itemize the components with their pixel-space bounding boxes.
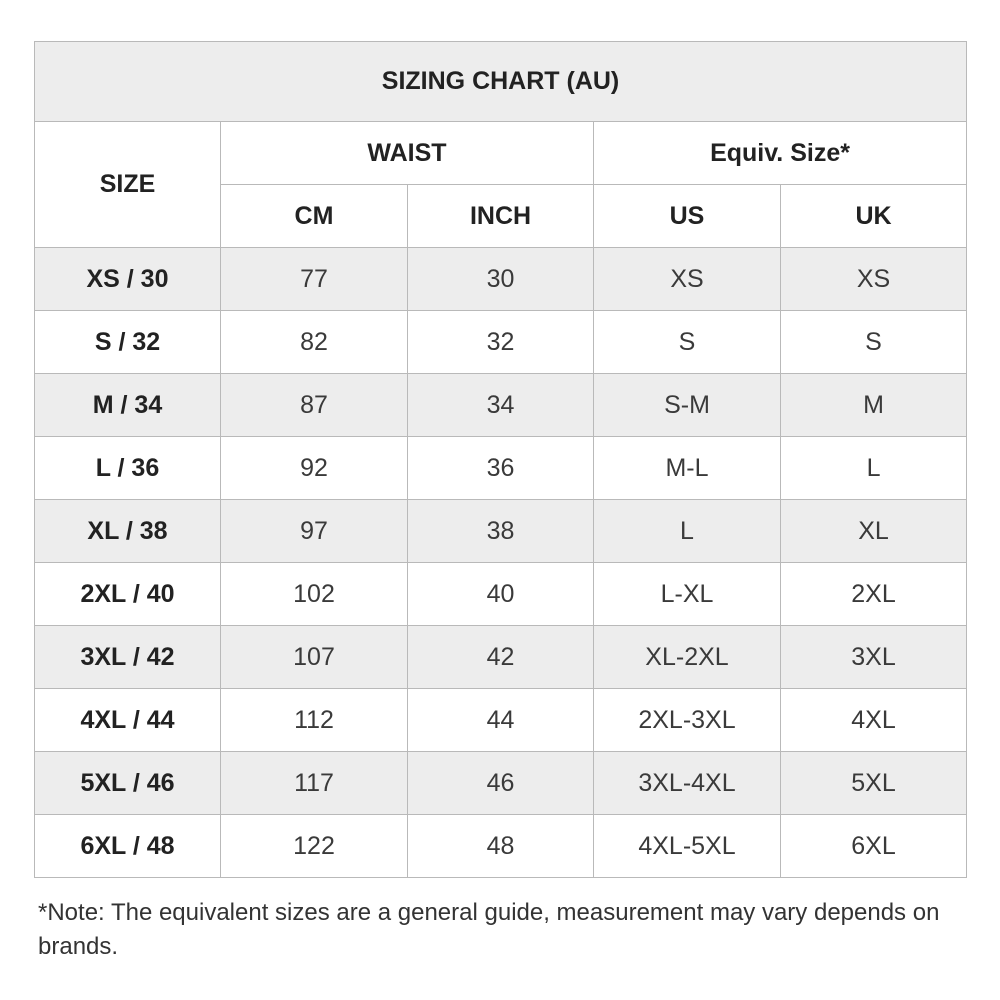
size-cell: M / 34 bbox=[35, 374, 221, 437]
sizing-table bbox=[34, 41, 967, 878]
size-cell: L / 36 bbox=[35, 437, 221, 500]
header-equiv-size: Equiv. Size* bbox=[594, 122, 967, 185]
size-cell: XS / 30 bbox=[35, 248, 221, 311]
inch-cell: 36 bbox=[408, 437, 594, 500]
table-row bbox=[35, 374, 967, 437]
header-size: SIZE bbox=[35, 122, 221, 248]
table-row bbox=[35, 437, 967, 500]
cm-cell: 87 bbox=[221, 374, 408, 437]
table-row bbox=[35, 311, 967, 374]
cm-cell: 77 bbox=[221, 248, 408, 311]
us-cell: 3XL-4XL bbox=[594, 752, 781, 815]
us-cell: 4XL-5XL bbox=[594, 815, 781, 878]
us-cell: M-L bbox=[594, 437, 781, 500]
cm-cell: 112 bbox=[221, 689, 408, 752]
table-row bbox=[35, 689, 967, 752]
uk-cell: 2XL bbox=[781, 563, 967, 626]
inch-cell: 38 bbox=[408, 500, 594, 563]
size-cell: 2XL / 40 bbox=[35, 563, 221, 626]
cm-cell: 97 bbox=[221, 500, 408, 563]
us-cell: XS bbox=[594, 248, 781, 311]
uk-cell: XL bbox=[781, 500, 967, 563]
uk-cell: 3XL bbox=[781, 626, 967, 689]
table-title: SIZING CHART (AU) bbox=[35, 42, 967, 122]
table-row bbox=[35, 815, 967, 878]
table-row bbox=[35, 752, 967, 815]
header-us: US bbox=[594, 185, 781, 248]
header-cm: CM bbox=[221, 185, 408, 248]
us-cell: S-M bbox=[594, 374, 781, 437]
uk-cell: M bbox=[781, 374, 967, 437]
us-cell: S bbox=[594, 311, 781, 374]
header-inch: INCH bbox=[408, 185, 594, 248]
uk-cell: 4XL bbox=[781, 689, 967, 752]
uk-cell: XS bbox=[781, 248, 967, 311]
us-cell: XL-2XL bbox=[594, 626, 781, 689]
header-waist: WAIST bbox=[221, 122, 594, 185]
uk-cell: L bbox=[781, 437, 967, 500]
inch-cell: 32 bbox=[408, 311, 594, 374]
cm-cell: 117 bbox=[221, 752, 408, 815]
table-row bbox=[35, 563, 967, 626]
uk-cell: S bbox=[781, 311, 967, 374]
inch-cell: 44 bbox=[408, 689, 594, 752]
header-uk: UK bbox=[781, 185, 967, 248]
size-cell: S / 32 bbox=[35, 311, 221, 374]
us-cell: 2XL-3XL bbox=[594, 689, 781, 752]
cm-cell: 92 bbox=[221, 437, 408, 500]
inch-cell: 42 bbox=[408, 626, 594, 689]
table-row bbox=[35, 248, 967, 311]
uk-cell: 5XL bbox=[781, 752, 967, 815]
cm-cell: 122 bbox=[221, 815, 408, 878]
us-cell: L bbox=[594, 500, 781, 563]
cm-cell: 82 bbox=[221, 311, 408, 374]
inch-cell: 40 bbox=[408, 563, 594, 626]
size-cell: 6XL / 48 bbox=[35, 815, 221, 878]
inch-cell: 48 bbox=[408, 815, 594, 878]
table-row bbox=[35, 626, 967, 689]
inch-cell: 46 bbox=[408, 752, 594, 815]
inch-cell: 34 bbox=[408, 374, 594, 437]
us-cell: L-XL bbox=[594, 563, 781, 626]
sizing-chart bbox=[34, 41, 966, 878]
size-cell: 4XL / 44 bbox=[35, 689, 221, 752]
cm-cell: 107 bbox=[221, 626, 408, 689]
footnote: *Note: The equivalent sizes are a general guide, measurement may vary depends on brands. bbox=[38, 899, 940, 960]
inch-cell: 30 bbox=[408, 248, 594, 311]
table-row bbox=[35, 500, 967, 563]
uk-cell: 6XL bbox=[781, 815, 967, 878]
size-cell: 5XL / 46 bbox=[35, 752, 221, 815]
cm-cell: 102 bbox=[221, 563, 408, 626]
size-cell: 3XL / 42 bbox=[35, 626, 221, 689]
size-cell: XL / 38 bbox=[35, 500, 221, 563]
